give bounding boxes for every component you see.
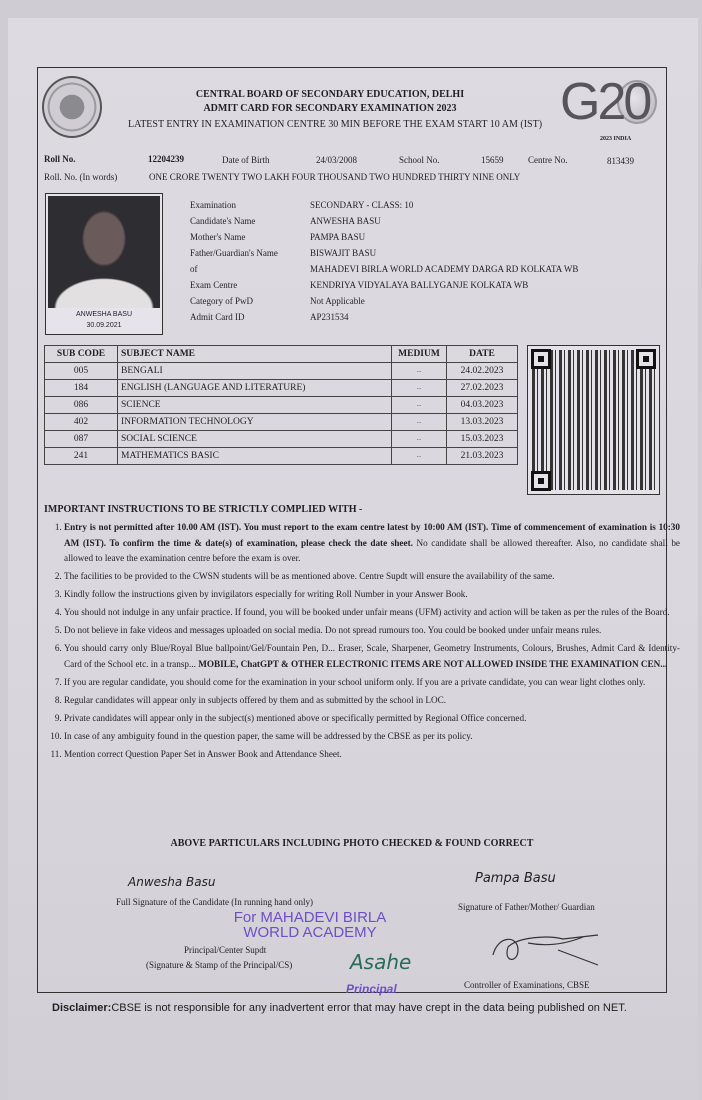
roll-words-label: Roll. No. (In words) [44,172,118,182]
detail-label: Candidate's Name [190,216,256,226]
disclaimer-text: CBSE is not responsible for any inadvertent error that may have crept in the data being published on NET. [111,1002,627,1014]
subject-name-cell: MATHEMATICS BASIC [118,448,392,465]
detail-label: Examination [190,200,236,210]
guardian-signature: Pampa Basu [475,871,556,886]
instruction-text: No candidate shall be allowed thereafter. Also, no candidate shall be allowed to leave the examination centre before the exam is over. [64,537,680,563]
header-subject-name: SUBJECT NAME [118,346,392,363]
principal-label-sub: (Signature & Stamp of the Principal/CS) [146,960,293,970]
table-row [45,397,518,414]
g20-tagline: 2023 INDIA [600,136,632,142]
principal-signature: Asahe [350,950,412,974]
table-row [45,380,518,397]
detail-labels [190,197,278,325]
medium-cell: ... [392,448,447,465]
table-header-row [45,346,518,363]
instructions-list [44,520,680,765]
sub-code-cell: 086 [45,397,118,414]
header-sub-code: SUB CODE [45,346,118,363]
detail-label: Admit Card ID [190,312,245,322]
instruction-item: 4. You should not indulge in any unfair practice. If found, you will be booked under unfair means (UFM) activity and action will be taken as per the rules of the Board. [64,605,680,621]
controller-signature [488,925,603,970]
detail-label: Mother's Name [190,232,246,242]
qr-finder-icon [531,471,551,491]
date-cell: 04.03.2023 [447,397,518,414]
instruction-bold: MOBILE, ChatGPT & OTHER ELECTRONIC ITEMS ARE NOT ALLOWED INSIDE THE EXAMINATION CEN... [198,658,668,669]
instruction-item: 11. Mention correct Question Paper Set in Answer Book and Attendance Sheet. [64,747,680,763]
medium-cell: ... [392,397,447,414]
photo-name: ANWESHA BASU [75,311,132,318]
instruction-item: 8. Regular candidates will appear only in subjects offered by them and as submitted by the school in LOC. [64,693,680,709]
candidate-photo-image [48,196,160,308]
header-date: DATE [447,346,518,363]
instruction-item: 3. Kindly follow the instructions given by invigilators especially for writing Roll Number in your Answer Book. [64,587,680,603]
verification-statement: ABOVE PARTICULARS INCLUDING PHOTO CHECKED & FOUND CORRECT [170,838,534,849]
detail-value: SECONDARY - CLASS: 10 [310,200,414,210]
candidate-signature-label: Full Signature of the Candidate (In running hand only) [116,897,313,907]
table-row [45,363,518,380]
stamp-line: WORLD ACADEMY [243,924,377,941]
subject-name-cell: INFORMATION TECHNOLOGY [118,414,392,431]
detail-label: Exam Centre [190,280,238,290]
detail-value: KENDRIYA VIDYALAYA BALLYGANJE KOLKATA WB [310,280,529,290]
medium-cell: ... [392,363,447,380]
card-title: ADMIT CARD FOR SECONDARY EXAMINATION 2023 [203,103,457,114]
subject-name-cell: SOCIAL SCIENCE [118,431,392,448]
board-name: CENTRAL BOARD OF SECONDARY EDUCATION, DELHI [195,89,465,100]
entry-note: LATEST ENTRY IN EXAMINATION CENTRE 30 MIN BEFORE THE EXAM START 10 AM (IST) [127,119,543,130]
detail-label: Category of PwD [190,296,253,306]
sub-code-cell: 005 [45,363,118,380]
table-row [45,414,518,431]
detail-label: Father/Guardian's Name [190,248,278,258]
guardian-signature-label: Signature of Father/Mother/ Guardian [458,902,595,912]
cbse-logo [42,76,102,138]
sub-code-cell: 241 [45,448,118,465]
instruction-item: 7. If you are regular candidate, you should come for the examination in your school uniform only. If you are a private candidate, you can wear light clothes only. [64,675,680,691]
centre-label: Centre No. [528,155,568,165]
detail-value: Not Applicable [310,296,365,306]
detail-value: MAHADEVI BIRLA WORLD ACADEMY DARGA RD KOLKATA WB [310,264,579,274]
sub-code-cell: 402 [45,414,118,431]
date-cell: 27.02.2023 [447,380,518,397]
dob-value: 24/03/2008 [316,155,358,165]
subject-name-cell: SCIENCE [118,397,392,414]
principal-label: Principal/Center Supdt [184,945,267,955]
school-label: School No. [399,155,440,165]
school-value: 15659 [481,155,504,165]
date-cell: 24.02.2023 [447,363,518,380]
roll-label: Roll No. [44,154,76,164]
qr-finder-icon [531,349,551,369]
qr-code [527,345,660,495]
instruction-bold: Entry is not permitted after 10.00 AM (IST). You must report to the exam centre latest by 10:00 AM (IST). Time of commencement of examination is 10:30 AM (IST). To confirm the time & date(s) of examination, please check the date sheet. [64,522,680,548]
candidate-signature: Anwesha Basu [128,875,216,889]
principal-stamp: Principal [346,982,397,996]
sub-code-cell: 184 [45,380,118,397]
controller-label: Controller of Examinations, CBSE [464,980,590,990]
instruction-item [64,520,680,567]
instruction-item [64,641,680,672]
medium-cell: ... [392,414,447,431]
detail-value: PAMPA BASU [310,232,366,242]
dob-label: Date of Birth [222,155,270,165]
instruction-item: 2. The facilities to be provided to the CWSN students will be as mentioned above. Centre Supdt will ensure the availability of the same. [64,569,680,585]
sub-code-cell: 087 [45,431,118,448]
instruction-item: 5. Do not believe in fake videos and messages uploaded on social media. Do not spread rumours too. You could be booked under unfair means rules. [64,623,680,639]
table-row [45,431,518,448]
medium-cell: ... [392,431,447,448]
qr-code-pattern [532,350,655,490]
qr-finder-icon [636,349,656,369]
roll-words-value: ONE CRORE TWENTY TWO LAKH FOUR THOUSAND TWO HUNDRED THIRTY NINE ONLY [149,172,521,182]
instruction-item: 10. In case of any ambiguity found in the question paper, the same will be addressed by the CBSE as per its policy. [64,729,680,745]
subject-name-cell: BENGALI [118,363,392,380]
subjects-table [44,345,518,465]
detail-value: AP231534 [310,312,349,322]
detail-value: ANWESHA BASU [310,216,381,226]
g20-logo [560,72,649,132]
g20-logo-text: G20 [560,73,650,131]
centre-value: 813439 [607,156,634,166]
date-cell: 13.03.2023 [447,414,518,431]
school-stamp [220,910,400,940]
subject-name-cell: ENGLISH (LANGUAGE AND LITERATURE) [118,380,392,397]
date-cell: 21.03.2023 [447,448,518,465]
instructions-heading: IMPORTANT INSTRUCTIONS TO BE STRICTLY COMPLIED WITH - [44,504,363,515]
date-cell: 15.03.2023 [447,431,518,448]
photo-date: 30.09.2021 [86,322,122,329]
instruction-text: You should carry only Blue/Royal Blue ballpoint/Gel/Fountain Pen, D... Eraser, Scale, Sharpener, Geometry Instruments, Colours, Brushes, Admit Card & Identity-Card of the School etc. in a transp... [64,643,680,669]
medium-cell: ... [392,380,447,397]
roll-value: 12204239 [148,154,184,164]
disclaimer [52,1002,627,1014]
disclaimer-label: Disclaimer: [52,1002,112,1014]
table-row [45,448,518,465]
candidate-photo [45,193,163,335]
detail-values [310,197,578,325]
stamp-line: For MAHADEVI BIRLA [233,909,387,926]
detail-value: BISWAJIT BASU [310,248,377,258]
instruction-item: 9. Private candidates will appear only in the subject(s) mentioned above or specifically permitted by Regional Office concerned. [64,711,680,727]
header-medium: MEDIUM [392,346,447,363]
detail-label: of [190,264,198,274]
